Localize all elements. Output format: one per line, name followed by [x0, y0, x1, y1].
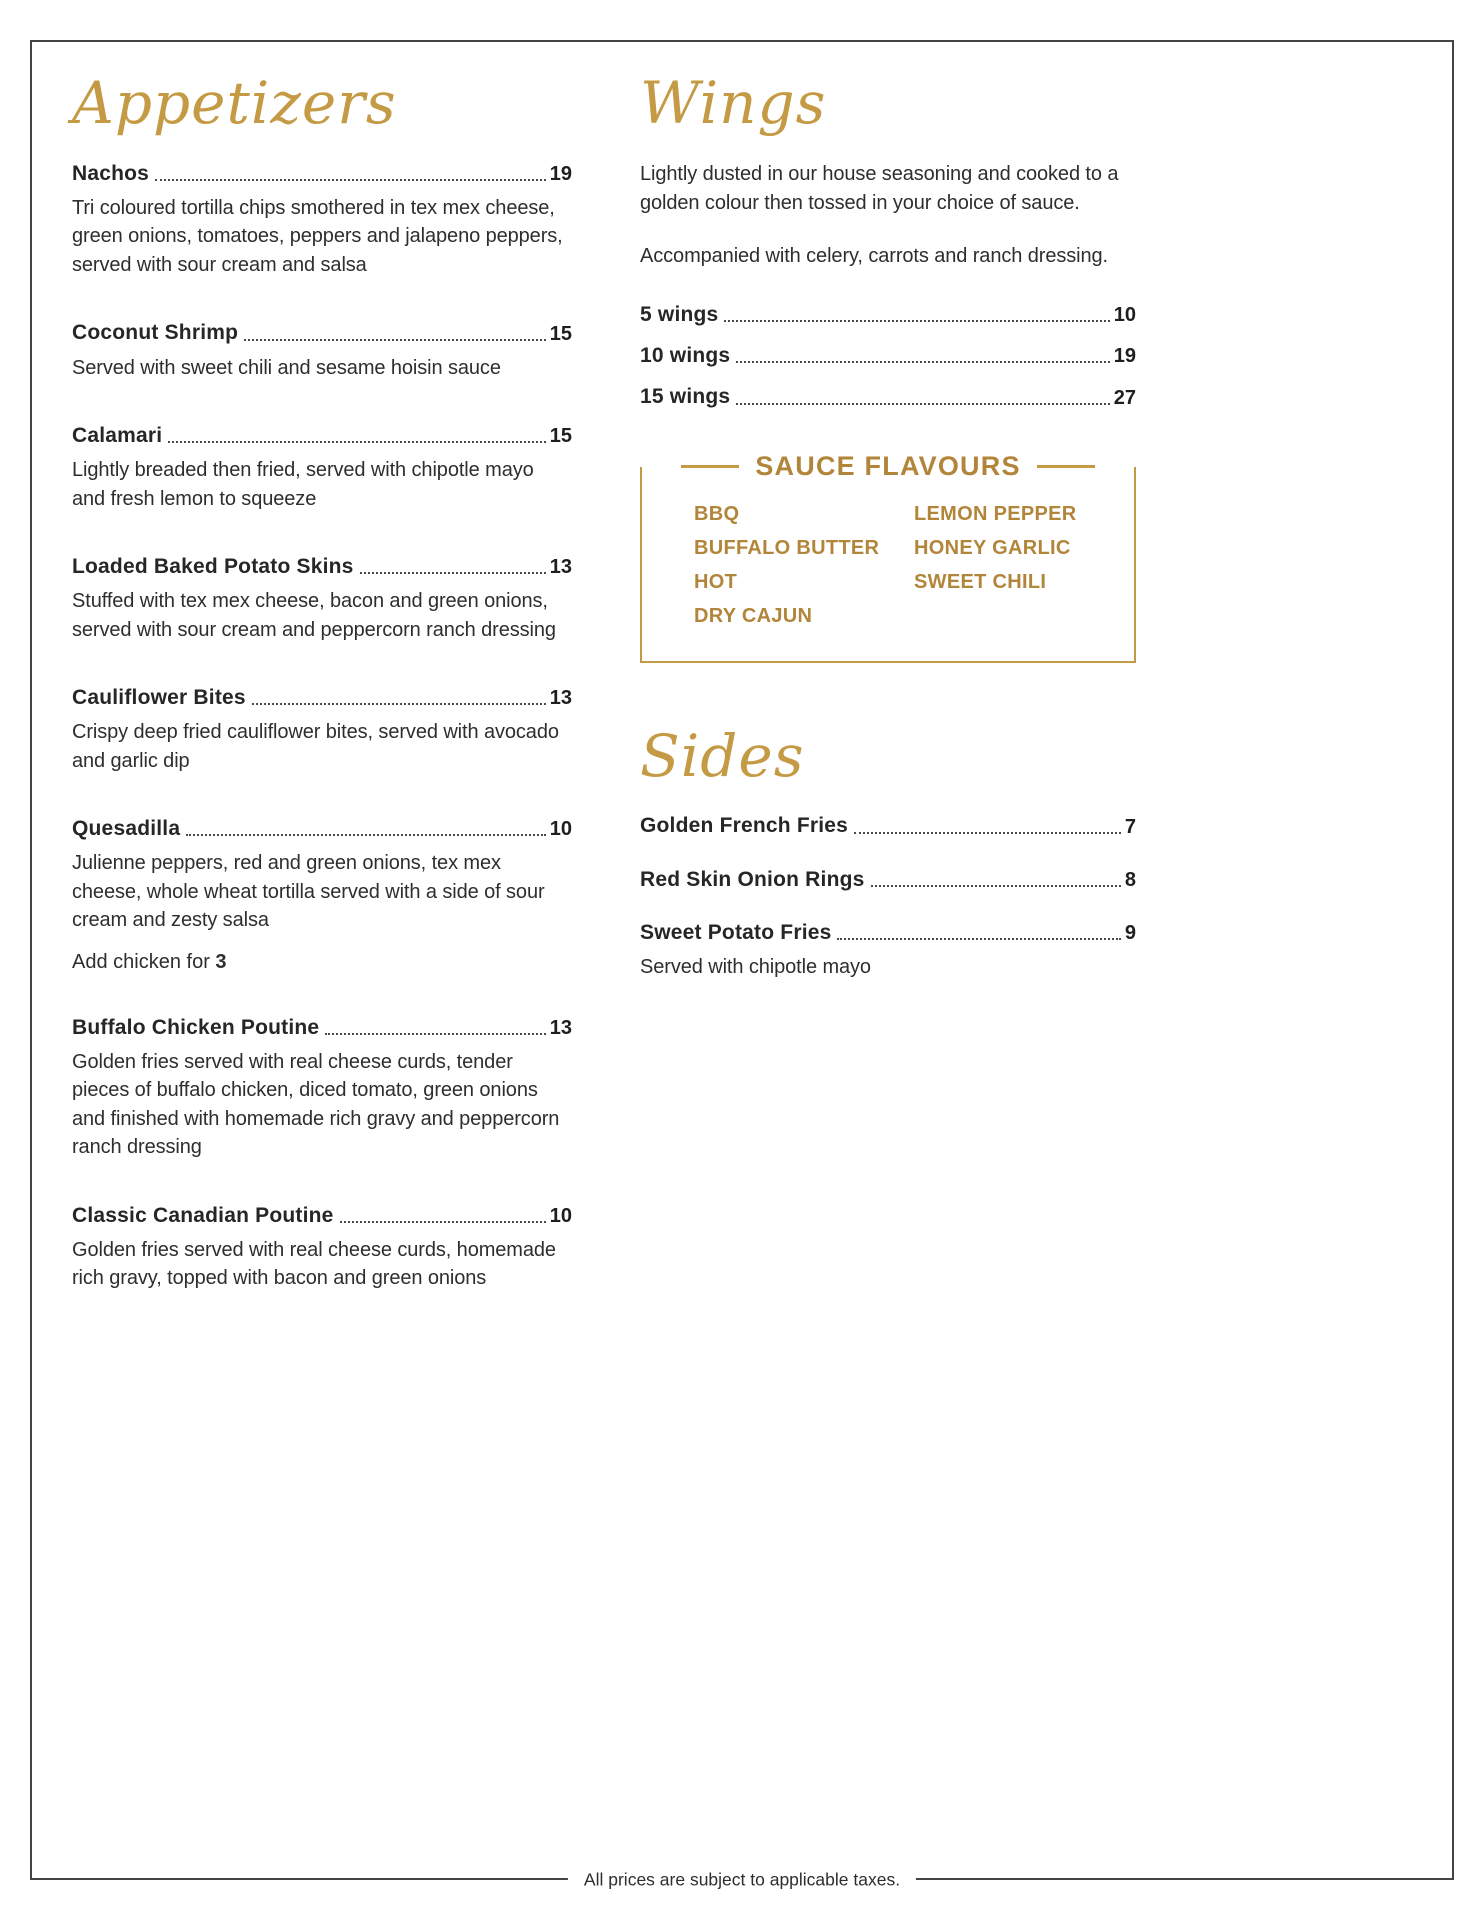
menu-item-cauliflower-bites: [72, 684, 572, 775]
item-name: Quesadilla: [72, 817, 181, 841]
wings-item-10: [640, 342, 1136, 369]
item-description: Crispy deep fried cauliflower bites, served with avocado and garlic dip: [72, 721, 559, 772]
item-description: Stuffed with tex mex cheese, bacon and green onions, served with sour cream and peppercorn ranch dressing: [72, 590, 556, 641]
sauce-flavour: HOT: [694, 570, 738, 593]
menu-item-coconut-shrimp: [72, 319, 572, 382]
item-price: 15: [549, 425, 572, 448]
menu-item-classic-canadian-poutine: [72, 1202, 572, 1293]
item-price: 15: [549, 322, 572, 345]
dotted-leader: [360, 572, 546, 574]
sides-section: [640, 721, 1136, 982]
dotted-leader: [252, 703, 546, 705]
item-description: Golden fries served with real cheese curds, homemade rich gravy, topped with bacon and green onions: [72, 1238, 556, 1290]
item-row: [72, 1014, 572, 1041]
item-price: 27: [1113, 386, 1136, 409]
item-name: Classic Canadian Poutine: [72, 1203, 334, 1227]
note-price: 3: [215, 950, 227, 973]
dotted-leader: [871, 885, 1121, 887]
wings-intro-2: Accompanied with celery, carrots and ranch dressing.: [640, 244, 1108, 267]
item-price: 7: [1124, 815, 1136, 838]
item-name: Loaded Baked Potato Skins: [72, 555, 354, 579]
item-name: Sweet Potato Fries: [640, 921, 832, 945]
item-description: Tri coloured tortilla chips smothered in tex mex cheese, green onions, tomatoes, peppers and jalapeno peppers, served with sour cream and salsa: [72, 197, 563, 276]
item-description: Golden fries served with real cheese curds, tender pieces of buffalo chicken, diced tomato, green onions and finished with homemade rich gravy and peppercorn ranch dressing: [72, 1050, 560, 1159]
item-description: Lightly breaded then fried, served with chipotle mayo and fresh lemon to squeeze: [72, 459, 534, 510]
wings-section: [640, 69, 1136, 663]
sauce-flavour: BBQ: [694, 502, 740, 525]
sauce-flavour: DRY CAJUN: [694, 604, 813, 627]
item-row: [72, 815, 572, 842]
item-price: 19: [549, 163, 572, 186]
item-name: 15 wings: [640, 385, 731, 409]
item-price: 19: [1113, 345, 1136, 368]
item-description: Julienne peppers, red and green onions, tex mex cheese, whole wheat tortilla served with a side of sour cream and zesty salsa: [72, 852, 545, 932]
menu-item-nachos: [72, 160, 572, 279]
item-name: 10 wings: [640, 344, 731, 368]
item-row: [72, 319, 572, 346]
sauce-flavour-column-1: [694, 503, 914, 639]
tax-disclaimer: All prices are subject to applicable taxes.: [568, 1870, 916, 1891]
menu-item-red-skin-onion-rings: [640, 866, 1136, 893]
wings-price-list: [640, 301, 1136, 411]
dotted-leader: [244, 339, 546, 341]
item-name: Coconut Shrimp: [72, 321, 239, 345]
sauce-flavour: LEMON PEPPER: [914, 502, 1077, 525]
menu-item-golden-french-fries: [640, 812, 1136, 839]
item-price: 10: [549, 818, 572, 841]
item-price: 10: [549, 1204, 572, 1227]
add-chicken-note: [72, 951, 572, 974]
item-name: 5 wings: [640, 302, 719, 326]
dotted-leader: [854, 832, 1121, 834]
item-row: [72, 553, 572, 580]
item-row: [640, 866, 1136, 893]
wings-item-5: [640, 301, 1136, 328]
sides-heading: Sides: [640, 721, 805, 790]
appetizers-section: [72, 69, 572, 1333]
right-column: [640, 69, 1136, 1333]
appetizers-heading: Appetizers: [72, 69, 397, 137]
dotted-leader: [736, 403, 1109, 405]
menu-item-sweet-potato-fries: [640, 919, 1136, 982]
wings-heading: Wings: [640, 69, 827, 137]
dotted-leader: [340, 1221, 546, 1223]
sauce-flavour: BUFFALO BUTTER: [694, 536, 880, 559]
dotted-leader: [837, 938, 1120, 940]
item-row: [72, 684, 572, 711]
sauce-flavour-columns: [694, 503, 1134, 639]
item-name: Red Skin Onion Rings: [640, 867, 865, 891]
dotted-leader: [736, 361, 1109, 363]
item-row: [72, 1202, 572, 1229]
dotted-leader: [325, 1033, 545, 1035]
wings-intro-1: Lightly dusted in our house seasoning and cooked to a golden colour then tossed in your choice of sauce.: [640, 162, 1119, 214]
item-row: [72, 160, 572, 187]
item-row: [72, 422, 572, 449]
menu-item-loaded-baked-potato-skins: [72, 553, 572, 644]
item-price: 8: [1124, 869, 1136, 892]
menu-item-buffalo-chicken-poutine: [72, 1014, 572, 1162]
dotted-leader: [155, 179, 546, 181]
sauce-flavours-box: [640, 450, 1136, 663]
header-dash-right: [1037, 465, 1095, 468]
item-price: 13: [549, 1016, 572, 1039]
sauce-flavour: HONEY GARLIC: [914, 536, 1071, 559]
note-text: Add chicken for: [72, 950, 216, 973]
item-row: [640, 919, 1136, 946]
item-name: Calamari: [72, 423, 163, 447]
sauce-flavours-header: [642, 451, 1134, 482]
dotted-leader: [168, 441, 545, 443]
sauce-flavour: SWEET CHILI: [914, 570, 1047, 593]
menu-item-calamari: [72, 422, 572, 513]
wings-item-15: [640, 383, 1136, 410]
item-price: 9: [1124, 922, 1136, 945]
dotted-leader: [186, 834, 546, 836]
menu-content: [72, 69, 1136, 1333]
header-dash-left: [681, 465, 739, 468]
item-price: 13: [549, 556, 572, 579]
dotted-leader: [724, 320, 1109, 322]
item-price: 10: [1113, 304, 1136, 327]
item-description: Served with chipotle mayo: [640, 956, 871, 979]
item-description: Served with sweet chili and sesame hoisin sauce: [72, 356, 501, 379]
menu-item-quesadilla: [72, 815, 572, 973]
sauce-flavour-column-2: [914, 503, 1134, 639]
item-name: Nachos: [72, 161, 150, 185]
item-name: Buffalo Chicken Poutine: [72, 1015, 320, 1039]
item-row: [640, 812, 1136, 839]
item-name: Cauliflower Bites: [72, 686, 246, 710]
item-price: 13: [549, 687, 572, 710]
sauce-flavours-title: SAUCE FLAVOURS: [755, 450, 1021, 481]
item-name: Golden French Fries: [640, 814, 849, 838]
